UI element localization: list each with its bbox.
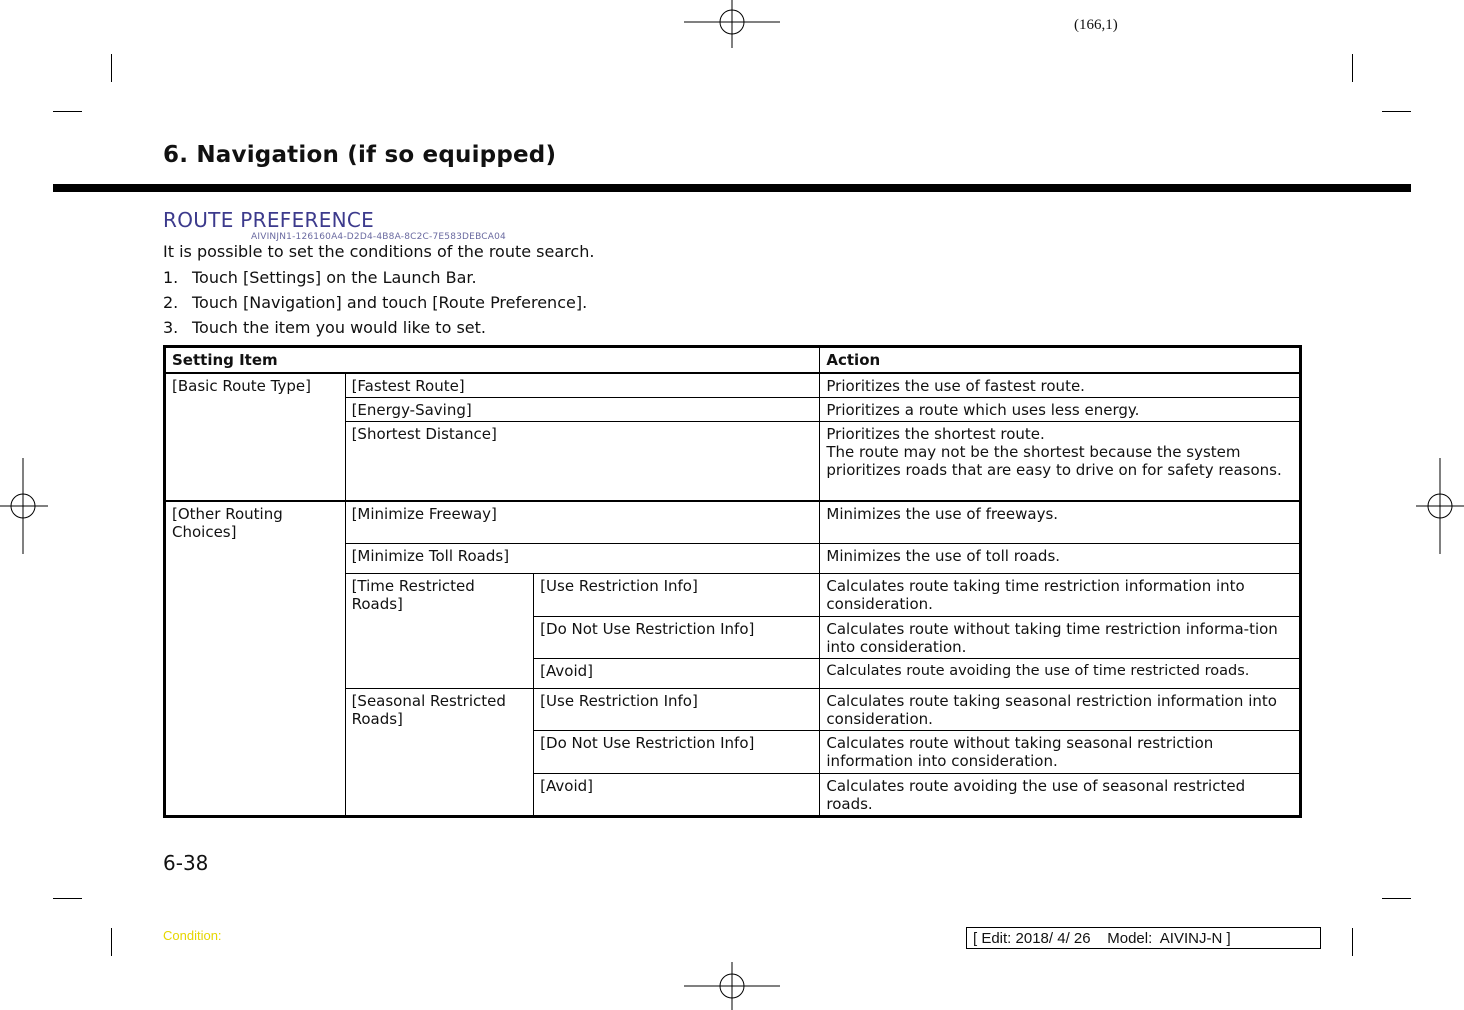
chapter-title: 6. Navigation (if so equipped)	[163, 142, 557, 168]
setting-action	[820, 421, 1301, 501]
crop-mark	[1352, 928, 1353, 956]
step-item	[163, 293, 587, 312]
crop-mark	[1352, 54, 1353, 82]
setting-action: Calculates route taking time restriction information into consideration.	[820, 573, 1301, 616]
chapter-rule	[53, 184, 1411, 192]
intro-text: It is possible to set the conditions of the route search.	[163, 242, 595, 261]
registration-mark-top	[684, 0, 780, 48]
setting-action: Minimizes the use of freeways.	[820, 501, 1301, 543]
action-line: Prioritizes the shortest route.	[826, 424, 1045, 443]
document-id: AIVINJN1-126160A4-D2D4-4B8A-8C2C-7E583DEBCA04	[251, 232, 506, 242]
setting-action: Prioritizes a route which uses less energy.	[820, 397, 1301, 421]
condition-label: Condition:	[163, 928, 222, 943]
crop-mark	[111, 928, 112, 956]
setting-action: Prioritizes the use of fastest route.	[820, 373, 1301, 398]
setting-item: [Avoid]	[534, 658, 820, 688]
crop-mark	[1382, 111, 1411, 112]
step-item	[163, 318, 486, 337]
setting-item: [Do Not Use Restriction Info]	[534, 616, 820, 658]
group-label-seasonal-restricted: [Seasonal Restricted Roads]	[345, 688, 534, 816]
setting-action: Calculates route taking seasonal restriction information into consideration.	[820, 688, 1301, 730]
action-line: The route may not be the shortest because the system prioritizes roads that are easy to drive on for safety reasons.	[826, 442, 1282, 479]
registration-mark-right	[1416, 458, 1464, 554]
step-text: Touch [Settings] on the Launch Bar.	[192, 268, 477, 287]
group-label-basic-route-type: [Basic Route Type]	[165, 373, 346, 502]
setting-action: Calculates route without taking seasonal restriction information into consideration.	[820, 730, 1301, 773]
setting-item: [Do Not Use Restriction Info]	[534, 730, 820, 773]
setting-item: [Use Restriction Info]	[534, 573, 820, 616]
crop-mark	[111, 54, 112, 82]
header-action: Action	[820, 347, 1301, 373]
setting-item: [Energy-Saving]	[345, 397, 820, 421]
page-number: 6-38	[163, 851, 209, 875]
step-number: 1.	[163, 268, 179, 287]
setting-action: Calculates route avoiding the use of time restricted roads.	[820, 658, 1301, 688]
setting-item: [Use Restriction Info]	[534, 688, 820, 730]
route-preference-table	[163, 345, 1302, 818]
setting-item: [Fastest Route]	[345, 373, 820, 398]
edit-info-box: [ Edit: 2018/ 4/ 26 Model: AIVINJ-N ]	[966, 927, 1321, 949]
step-text: Touch [Navigation] and touch [Route Preference].	[192, 293, 588, 312]
step-number: 3.	[163, 318, 179, 337]
group-label-time-restricted: [Time Restricted Roads]	[345, 573, 534, 688]
group-label-other-routing: [Other Routing Choices]	[165, 501, 346, 816]
step-item	[163, 268, 477, 287]
page-code: (166,1)	[1074, 17, 1118, 33]
registration-mark-left	[0, 458, 48, 554]
setting-item: [Minimize Toll Roads]	[345, 543, 820, 573]
setting-item: [Shortest Distance]	[345, 421, 820, 501]
header-setting-item: Setting Item	[165, 347, 820, 373]
section-title: ROUTE PREFERENCE	[163, 208, 375, 232]
registration-mark-bottom	[684, 962, 780, 1010]
step-number: 2.	[163, 293, 179, 312]
setting-item: [Avoid]	[534, 773, 820, 816]
setting-action: Calculates route without taking time restriction informa-tion into consideration.	[820, 616, 1301, 658]
setting-item: [Minimize Freeway]	[345, 501, 820, 543]
setting-action: Calculates route avoiding the use of seasonal restricted roads.	[820, 773, 1301, 816]
crop-mark	[53, 111, 82, 112]
step-text: Touch the item you would like to set.	[192, 318, 486, 337]
setting-action: Minimizes the use of toll roads.	[820, 543, 1301, 573]
crop-mark	[1382, 898, 1411, 899]
crop-mark	[53, 898, 82, 899]
